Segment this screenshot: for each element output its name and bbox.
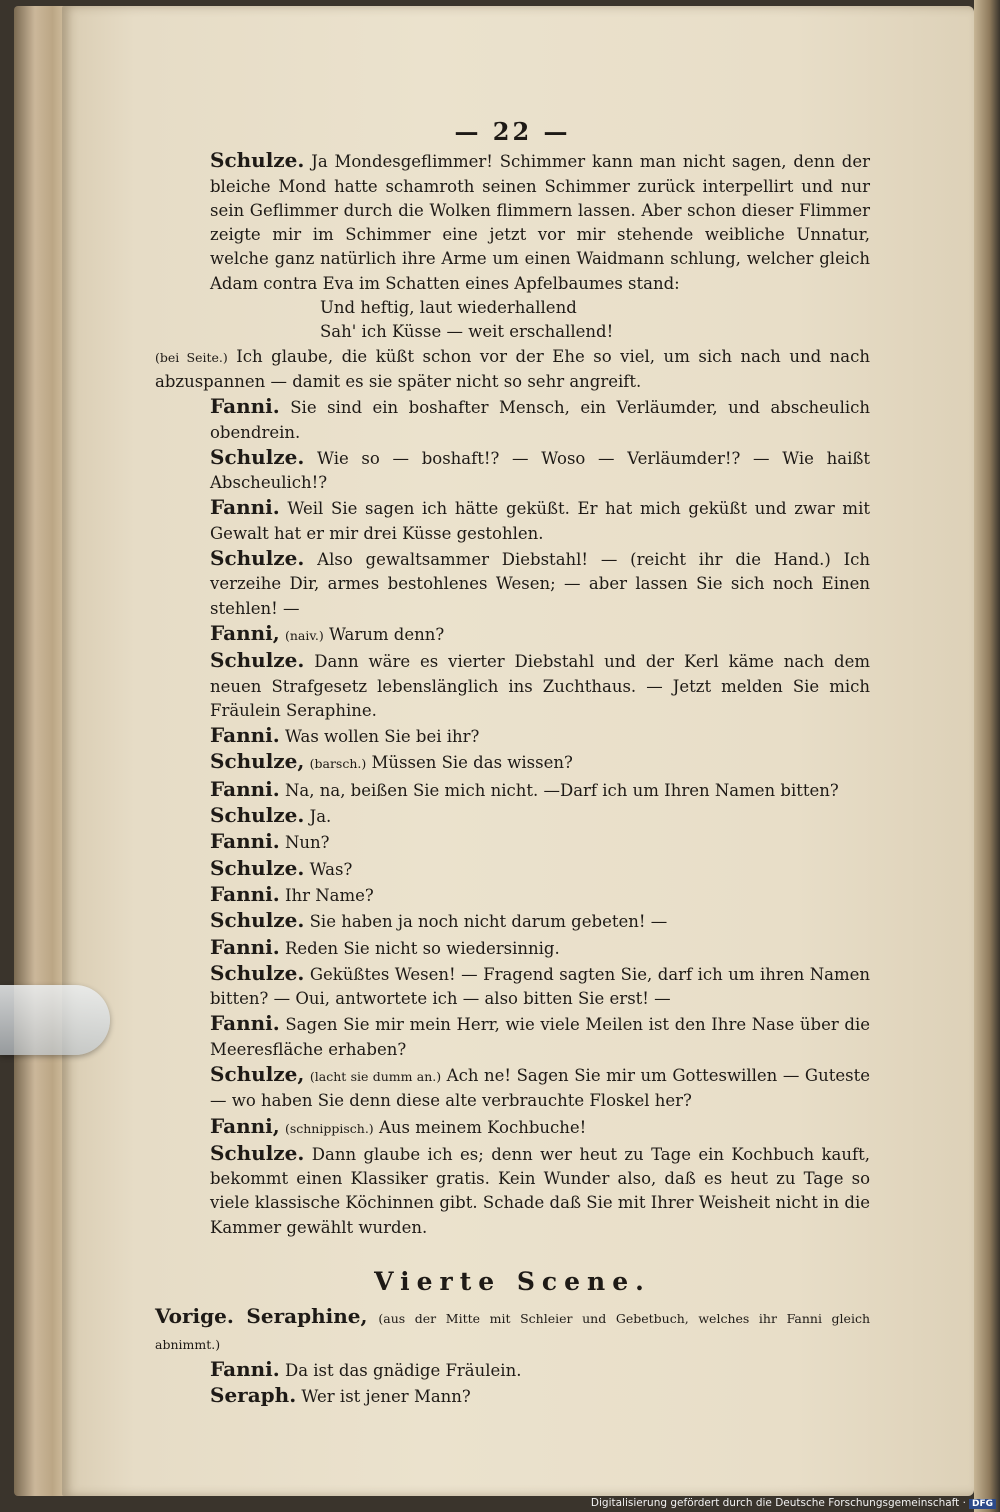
line-text: Ach ne! Sagen Sie mir um Gotteswillen — Guteste — wo haben Sie denn diese alte verbrauchte Floskel her? [210, 1065, 870, 1111]
dialogue-line [155, 648, 870, 723]
dialogue-line [155, 723, 870, 749]
speaker-name: Fanni. [210, 394, 280, 419]
line-text: Wie so — boshaft!? — Woso — Verläumder!? — Wie haißt Abscheulich!? [210, 448, 870, 493]
verse-line: Sah' ich Küsse — weit erschallend! [320, 322, 614, 342]
line-text: Also gewaltsammer Diebstahl! — (reicht ihr die Hand.) Ich verzeihe Dir, armes bestohlenes Wesen; — aber lassen Sie sich noch Einen stehlen! — [210, 550, 871, 618]
line-text: Reden Sie nicht so wiedersinnig. [284, 938, 560, 958]
speaker-name: Vorige. Seraphine, [155, 1304, 368, 1329]
dialogue-line [155, 908, 870, 934]
speaker-name: Fanni. [210, 881, 280, 906]
speaker-name: Seraph. [210, 1383, 297, 1408]
line-text: Ja. [309, 807, 332, 827]
speaker-name: Schulze. [210, 803, 305, 828]
dialogue-line [155, 345, 870, 395]
dialogue-line [155, 445, 870, 496]
speaker-name: Schulze. [210, 444, 305, 469]
line-text: Ich glaube, die küßt schon vor der Ehe so viel, um sich nach und nach abzuspannen — damit es sie später nicht so sehr angreift. [155, 346, 870, 391]
page-text [155, 117, 871, 1410]
dialogue-line [155, 856, 870, 882]
dialogue-line [155, 621, 870, 648]
dialogue-line [155, 749, 870, 776]
stage-direction: (bei Seite.) [155, 349, 228, 365]
speaker-name: Fanni, [210, 1113, 280, 1138]
line-text: Warum denn? [329, 624, 445, 644]
line-text: Was? [309, 859, 353, 879]
line-text: Ihr Name? [284, 885, 374, 905]
line-text: Ja Mondesgeflimmer! Schimmer kann man nicht sagen, denn der bleiche Mond hatte schamroth seinen Schimmer zurück interpellirt und nur sein Geflimmer durch die Wolken flimmern lassen. Aber schon dieser Flimmer zeigte mir im Schimmer eine jetzt vor mir stehende weibliche Unnatur, welche ganz natürlich ihre Arme um einen Waidmann schlung, welcher gleich Adam contra Eva im Schatten eines Apfelbaumes stand: [210, 152, 871, 293]
dialogue-line [155, 882, 870, 908]
dialogue-line [155, 1114, 870, 1141]
speaker-name: Schulze. [210, 960, 305, 985]
dialogue-line [155, 935, 870, 961]
speaker-name: Fanni. [210, 776, 280, 801]
dialogue-line [155, 1011, 870, 1062]
speaker-name: Schulze. [210, 855, 305, 880]
page-clip [0, 985, 110, 1055]
line-text: Da ist das gnädige Fräulein. [284, 1360, 522, 1380]
dialogue-line [155, 961, 870, 1012]
speaker-name: Fanni. [210, 934, 280, 959]
dialogue-line [155, 1383, 870, 1409]
line-text: Dann wäre es vierter Diebstahl und der Kerl käme nach dem neuen Strafgesetz lebenslänglich ins Zuchthaus. — Jetzt melden Sie mich Fräulein Seraphine. [210, 652, 870, 720]
speaker-name: Fanni. [210, 495, 280, 520]
stage-direction: (lacht sie dumm an.) [309, 1068, 442, 1084]
page-number: — 22 — [454, 117, 571, 146]
dialogue-line [155, 1062, 870, 1114]
scene-heading-line [155, 1304, 870, 1357]
dialogue-line [155, 394, 870, 445]
dialogue-line [155, 777, 870, 803]
line-text: Sie sind ein boshafter Mensch, ein Verläumder, und abscheulich obendrein. [210, 398, 870, 442]
dialogue-line [155, 1141, 870, 1240]
line-text: Aus meinem Kochbuche! [378, 1117, 587, 1137]
dialogue-line [155, 546, 870, 621]
line-text: Nun? [284, 833, 330, 853]
speaker-name: Fanni. [210, 829, 280, 854]
line-text: Wer ist jener Mann? [301, 1387, 471, 1407]
dialogue-line [155, 1357, 870, 1383]
footer-text: Digitalisierung gefördert durch die Deutsche Forschungsgemeinschaft · [590, 1497, 966, 1509]
dfg-logo: DFG [969, 1499, 996, 1509]
digitization-footer [591, 1497, 996, 1509]
stage-direction: (naiv.) [284, 627, 324, 643]
stage-direction: (schnippisch.) [284, 1120, 374, 1136]
dialogue-line [155, 829, 870, 855]
speaker-name: Fanni, [210, 620, 280, 645]
line-text: Müssen Sie das wissen? [371, 753, 573, 773]
line-text: Was wollen Sie bei ihr? [284, 727, 480, 747]
speaker-name: Schulze. [210, 648, 305, 673]
line-text: Sagen Sie mir mein Herr, wie viele Meilen ist den Ihre Nase über die Meeresfläche erhaben? [210, 1015, 870, 1059]
speaker-name: Schulze. [210, 546, 305, 571]
line-text: Na, na, beißen Sie mich nicht. —Darf ich um Ihren Namen bitten? [284, 780, 839, 800]
dialogue-line [155, 148, 870, 296]
speaker-name: Fanni. [210, 1011, 280, 1036]
speaker-name: Schulze. [210, 1140, 305, 1165]
stage-direction: (aus der Mitte mit Schleier und Gebetbuch, welches ihr Fanni gleich abnimmt.) [155, 1311, 871, 1352]
line-text: Sie haben ja noch nicht darum gebeten! — [309, 912, 668, 932]
speaker-name: Schulze, [210, 749, 305, 774]
dialogue-line [155, 495, 870, 546]
verse-line: Und heftig, laut wiederhallend [320, 298, 577, 318]
line-text: Geküßtes Wesen! — Fragend sagten Sie, darf ich um ihren Namen bitten? — Oui, antwortete ich — also bitten Sie erst! — [210, 964, 871, 1009]
speaker-name: Fanni. [210, 1356, 280, 1381]
line-text: Weil Sie sagen ich hätte geküßt. Er hat mich geküßt und zwar mit Gewalt hat er mir drei Küsse gestohlen. [210, 499, 870, 543]
speaker-name: Schulze, [210, 1061, 305, 1086]
scene-title: Vierte Scene. [374, 1267, 651, 1297]
binding-edge [974, 0, 1000, 1512]
speaker-name: Fanni. [210, 723, 280, 748]
line-text: Dann glaube ich es; denn wer heut zu Tage ein Kochbuch kauft, bekommt einen Klassiker gratis. Kein Wunder also, daß es heut zu Tage so viele klassische Köchinnen gibt. Schade daß Sie mit Ihrer Weisheit nicht in die Kammer gewählt wurden. [210, 1144, 870, 1237]
stage-direction: (barsch.) [309, 756, 367, 772]
speaker-name: Schulze. [210, 148, 305, 173]
dialogue-line [155, 803, 870, 829]
speaker-name: Schulze. [210, 908, 305, 933]
